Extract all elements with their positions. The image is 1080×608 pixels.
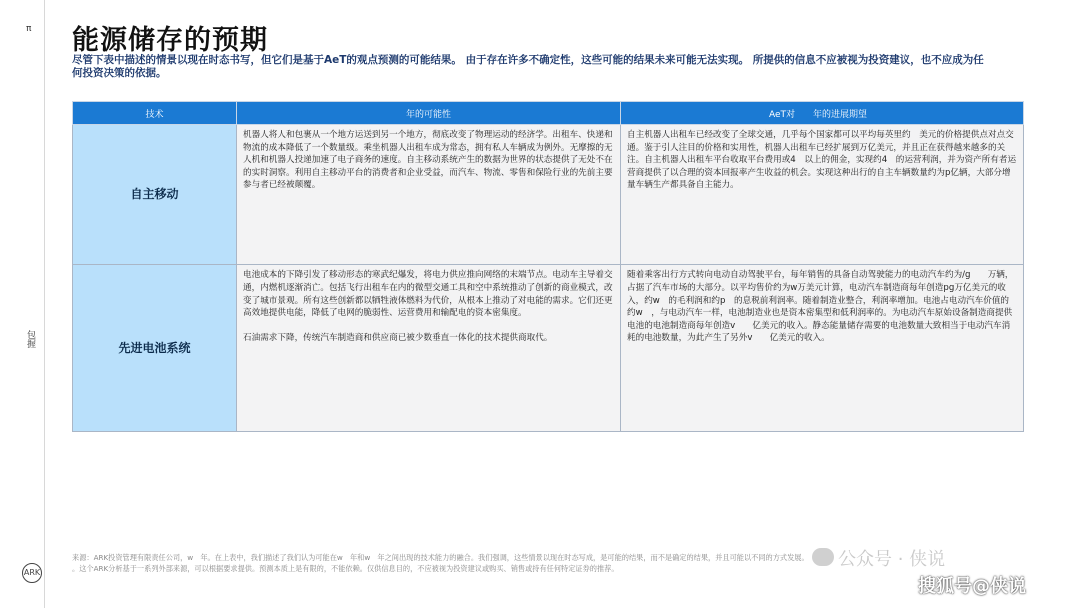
expectation-cell: 自主机器人出租车已经改变了全球交通，几乎每个国家都可以平均每英里约 美元的价格提供点对点交通。鉴于引人注目的价格和实用性，机器人出租车已经扩展到万亿美元，并且正在获得越来越多的关注。自主机器人出租车平台收取平台费用或4 以上的佣金，实现约4 的运营利润，并为资产所有者运营商提供了以合理的资本回报率产生收益的机会。实现这种出行的自主车辆数量约为p亿辆，大部分增量车辆生产都具备自主能力。 (621, 125, 1024, 265)
left-margin-rule (44, 0, 45, 608)
page-number: π (26, 24, 32, 34)
paragraph-gap (243, 320, 614, 332)
energy-storage-table (72, 101, 1024, 432)
possibility-cell (237, 265, 621, 432)
expectation-cell: 随着乘客出行方式转向电动自动驾驶平台，每年销售的具备自动驾驶能力的电动汽车约为/g 万辆，占据了汽车市场的大部分。以平均售价约为w万美元计算，电动汽车制造商每年创造pg万亿美元的收入，约w 的毛利润和约p 的息税前利润率。随着制造业整合，利润率增加。电池占电动汽车价值的约w ，与电动汽车一样，电池制造业也是资本密集型和低利润率的。为电动汽车原始设备制造商提供电池的电池制造商每年创造v 亿美元的收入。静态能量储存需要的电池数量大致相当于电动汽车消耗的电池数量，为此产生了另外v 亿美元的收入。 (621, 265, 1024, 432)
possibility-paragraph-2: 石油需求下降，传统汽车制造商和供应商已被少数垂直一体化的技术提供商取代。 (243, 332, 553, 343)
page-title: 能源储存的预期 (72, 25, 268, 56)
footnote-line-1: 来源：ARK投资管理有限责任公司，w 年。在上表中，我们描述了我们认为可能在w 年和w 年之间出现的技术能力的融合。我们强调，这些情景以现在时态写成，是可能的结果，而不是确定的结果，并且可能以不同的方式发展。 (72, 553, 809, 562)
sohu-watermark: 搜狐号@侠说 (918, 576, 1026, 597)
header-tech: 技术 (73, 102, 237, 125)
side-section-label: 包握 (25, 330, 35, 348)
wechat-watermark-icon (812, 548, 834, 566)
ark-logo-icon: ARK (22, 563, 42, 583)
table-row (73, 265, 1024, 432)
table-row (73, 125, 1024, 265)
footnote-line-2: 。这个ARK分析基于一系列外部来源，可以根据要求提供。预测本质上是有限的，不能依赖。仅供信息目的，不应被视为投资建议或购买、销售或持有任何特定证券的推荐。 (72, 564, 619, 573)
header-expectation: AeT对 年的进展期望 (621, 102, 1024, 125)
possibility-cell: 机器人将人和包裹从一个地方运送到另一个地方，彻底改变了物理运动的经济学。出租车、快递和物流的成本降低了一个数量级。乘坐机器人出租车成为常态，拥有私人车辆成为例外。无摩擦的无人机和机器人投递加速了电子商务的速度。自主移动系统产生的数据为世界的状态提供了无处不在的实时洞察。利用自主移动平台的消费者和企业受益，而汽车、物流、零售和保险行业的先前主要参与者已经被颠覆。 (237, 125, 621, 265)
table-header-row (73, 102, 1024, 125)
header-possibility: 年的可能性 (237, 102, 621, 125)
disclaimer-subtitle: 尽管下表中描述的情景以现在时态书写，但它们是基于AeT的观点预测的可能结果。 由于存在许多不确定性，这些可能的结果未来可能无法实现。 所提供的信息不应被视为投资建议，也不应成为任何投资决策的依据。 (72, 54, 984, 79)
possibility-paragraph: 电池成本的下降引发了移动形态的寒武纪爆发，将电力供应推向网络的末端节点。电动车主导着交通，内燃机逐渐消亡。包括飞行出租车在内的微型交通工具和空中系统推动了创新的商业模式，改变了城市景观。所有这些创新都以牺牲液体燃料为代价，从根本上推动了对电能的需求。它们还更高效地提供电能，降低了电网的脆弱性、运营费用和输配电的资本密集度。 (243, 270, 613, 319)
wechat-watermark: 公众号 · 侠说 (838, 549, 946, 570)
tech-cell-autonomous-mobility: 自主移动 (73, 125, 237, 265)
tech-cell-advanced-battery: 先进电池系统 (73, 265, 237, 432)
